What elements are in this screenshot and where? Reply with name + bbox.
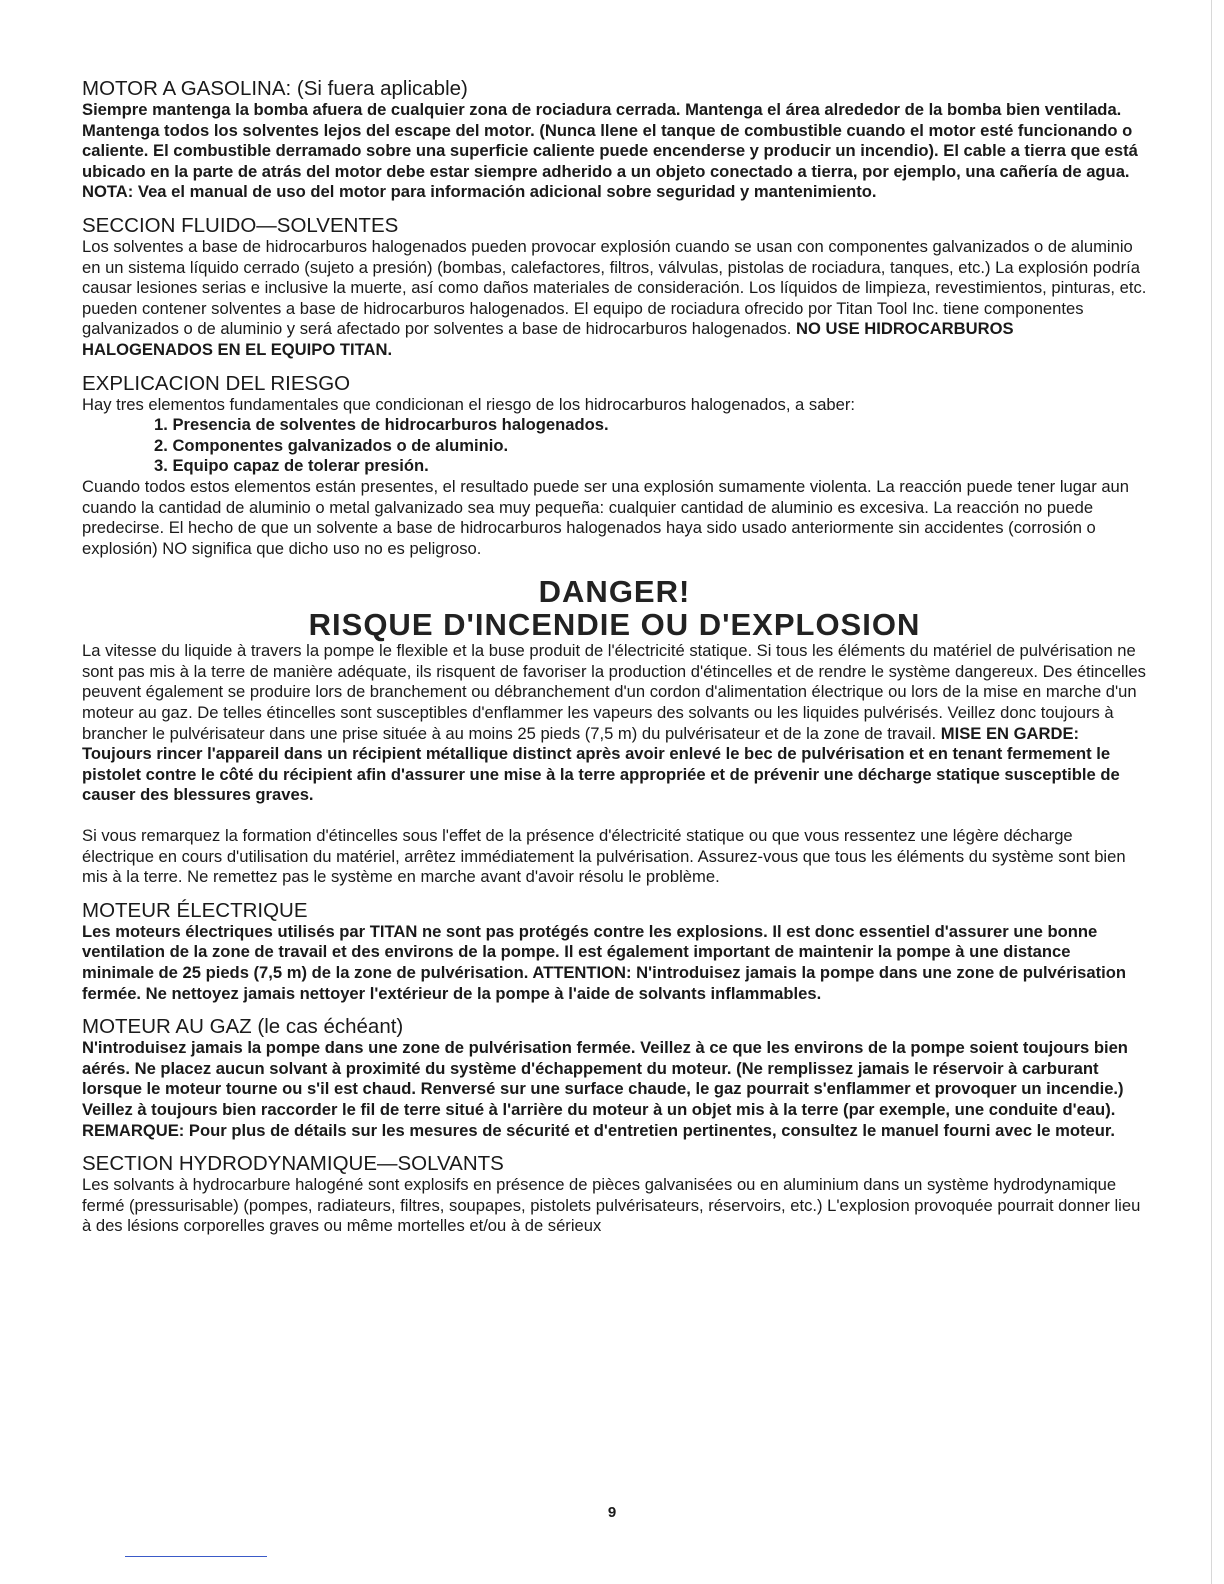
danger-subheading: RISQUE D'INCENDIE OU D'EXPLOSION — [308, 607, 921, 643]
list-item: 2. Componentes galvanizados o de aluminio. — [154, 435, 509, 455]
danger-heading: DANGER! — [538, 574, 691, 610]
list-item: 3. Equipo capaz de tolerar presión. — [154, 456, 429, 476]
danger-body — [82, 641, 1147, 806]
explicacion-riesgo-intro: Hay tres elementos fundamentales que condicionan el riesgo de los hidrocarburos halogenados, a saber: — [82, 394, 856, 414]
section-title-moteur-electrique: MOTEUR ÉLECTRIQUE — [82, 898, 308, 922]
danger-body-2: Si vous remarquez la formation d'étincelles sous l'effet de la présence d'électricité statique ou que vous ressentez une légère décharge électrique en cours d'utilisation du matériel, arrêtez immédiatement la pulvérisation. Assurez-vous que tous les éléments du système sont bien mis à la terre. Ne remettez pas le système en marche avant d'avoir résolu le problème. — [82, 826, 1126, 887]
explicacion-riesgo-body: Cuando todos estos elementos están presentes, el resultado puede ser una explosión sumamente violenta. La reacción puede tener lugar aun cuando la cantidad de aluminio o metal galvanizado sea muy pequeña: cualquier cantidad de aluminio es excesiva. La reacción no puede predecirse. El hecho de que un solvente a base de hidrocarburos halogenados haya sido usado anteriormente sin accidentes (corrosión o explosión) NO significa que dicho uso no es peligroso. — [82, 476, 1130, 558]
section-title-moteur-gaz: MOTEUR AU GAZ (le cas échéant) — [82, 1015, 404, 1039]
danger-text: La vitesse du liquide à travers la pompe le flexible et la buse produit de l'électricité statique. Si tous les éléments du matériel de pulvérisation ne sont pas mis à la terre de manière adéquate, ils risquent de favoriser la production d'étincelles et de rendre le système dangereux. Des étincelles peuvent également se produire lors de branchement ou débranchement d'un cordon d'alimentation électrique ou lors de la mise en marche d'un moteur au gaz. De telles étincelles sont susceptibles d'enflammer les vapeurs des solvants ou les liquides pulvérisés. Veillez donc toujours à brancher le pulvérisateur dans une prise située à au moins 25 pieds (7,5 m) du pulvérisateur et de la zone de travail. — [82, 641, 1146, 743]
list-item: 1. Presencia de solventes de hidrocarburos halogenados. — [154, 415, 609, 435]
section-body-hydrodynamique: Les solvants à hydrocarbure halogéné sont explosifs en présence de pièces galvanisées ou en aluminium dans un système hydrodynamique fermé (pressurisable) (pompes, radiateurs, filtres, soupapes, pistolets pulvérisateurs, réservoirs, etc.) L'explosion provoquée pourrait donner lieu à des lésions corporelles graves ou même mortelles et/ou à de sérieux — [82, 1175, 1141, 1236]
section-title-motor-gasolina: MOTOR A GASOLINA: (Si fuera aplicable) — [82, 77, 468, 100]
danger-warning: MISE EN GARDE: Toujours rincer l'appareil dans un récipient métallique distinct après avoir enlevé le bec de pulvérisation et en tenant fermement le pistolet contre le côté du récipient afin d'assurer une mise à la terre appropriée et de prévenir une décharge statique susceptible de causer des blessures graves. — [82, 723, 1120, 805]
page-content — [82, 78, 1147, 1237]
fluido-solventes-text: Los solventes a base de hidrocarburos halogenados pueden provocar explosión cuando se usan con componentes galvanizados o de aluminio en un sistema líquido cerrado (sujeto a presión) (bombas, calefactores, filtros, válvulas, pistolas de rociadura, tanques, etc.) La explosión podría causar lesiones serias e inclusive la muerte, así como daños materiales de consideración. Los líquidos de limpieza, revestimientos, pinturas, etc. pueden contener solventes a base de hidrocarburos halogenados. El equipo de rociadura ofrecido por Titan Tool Inc. tiene componentes galvanizados o de aluminio y será afectado por solventes a base de hidrocarburos halogenados. — [82, 236, 1147, 339]
risk-element-list — [82, 415, 1147, 477]
section-body-fluido-solventes — [82, 237, 1147, 361]
section-title-fluido-solventes: SECCION FLUIDO—SOLVENTES — [82, 213, 399, 237]
page-edge — [1211, 0, 1212, 1584]
section-body-moteur-gaz: N'introduisez jamais la pompe dans une zone de pulvérisation fermée. Veillez à ce que les environs de la pompe soient toujours bien aérés. Ne placez aucun solvant à proximité du système d'échappement du moteur. (Ne remplissez jamais le réservoir à carburant lorsque le moteur tourne ou s'il est chaud. Renversé sur une surface chaude, le gaz pourrait s'enflammer et provoquer un incendie.) Veillez à toujours bien raccorder le fil de terre situé à l'arrière du moteur à un objet mis à la terre (par exemple, une conduite d'eau). REMARQUE: Pour plus de détails sur les mesures de sécurité et d'entretien pertinentes, consultez le manuel fourni avec le moteur. — [82, 1038, 1128, 1140]
section-title-hydrodynamique: SECTION HYDRODYNAMIQUE—SOLVANTS — [82, 1152, 504, 1176]
section-body-moteur-electrique: Les moteurs électriques utilisés par TITAN ne sont pas protégés contre les explosions. Il est donc essentiel d'assurer une bonne ventilation de la zone de travail et des environs de la pompe. Il est également important de maintenir la pompe à une distance minimale de 25 pieds (7,5 m) de la zone de pulvérisation. ATTENTION: N'introduisez jamais la pompe dans une zone de pulvérisation fermée. Ne nettoyez jamais nettoyer l'extérieur de la pompe à l'aide de solvants inflammables. — [82, 921, 1127, 1003]
scan-artifact-line — [125, 1556, 267, 1557]
section-body-motor-gasolina: Siempre mantenga la bomba afuera de cualquier zona de rociadura cerrada. Mantenga el área alrededor de la bomba bien ventilada. Mantenga todos los solventes lejos del escape del motor. (Nunca llene el tanque de combustible cuando el motor esté funcionando o caliente. El combustible derramado sobre una superficie caliente puede encenderse y producir un incendio). El cable a tierra que está ubicado en la parte de atrás del motor debe estar siempre adherido a un objeto conectado a tierra, por ejemplo, una cañería de agua. NOTA: Vea el manual de uso del motor para información adicional sobre seguridad y mantenimiento. — [82, 100, 1138, 202]
page-number: 9 — [607, 1504, 617, 1521]
fluido-solventes-warning: NO USE HIDROCARBUROS HALOGENADOS EN EL EQUIPO TITAN. — [82, 319, 1014, 359]
section-title-explicacion-riesgo: EXPLICACION DEL RIESGO — [82, 371, 351, 395]
